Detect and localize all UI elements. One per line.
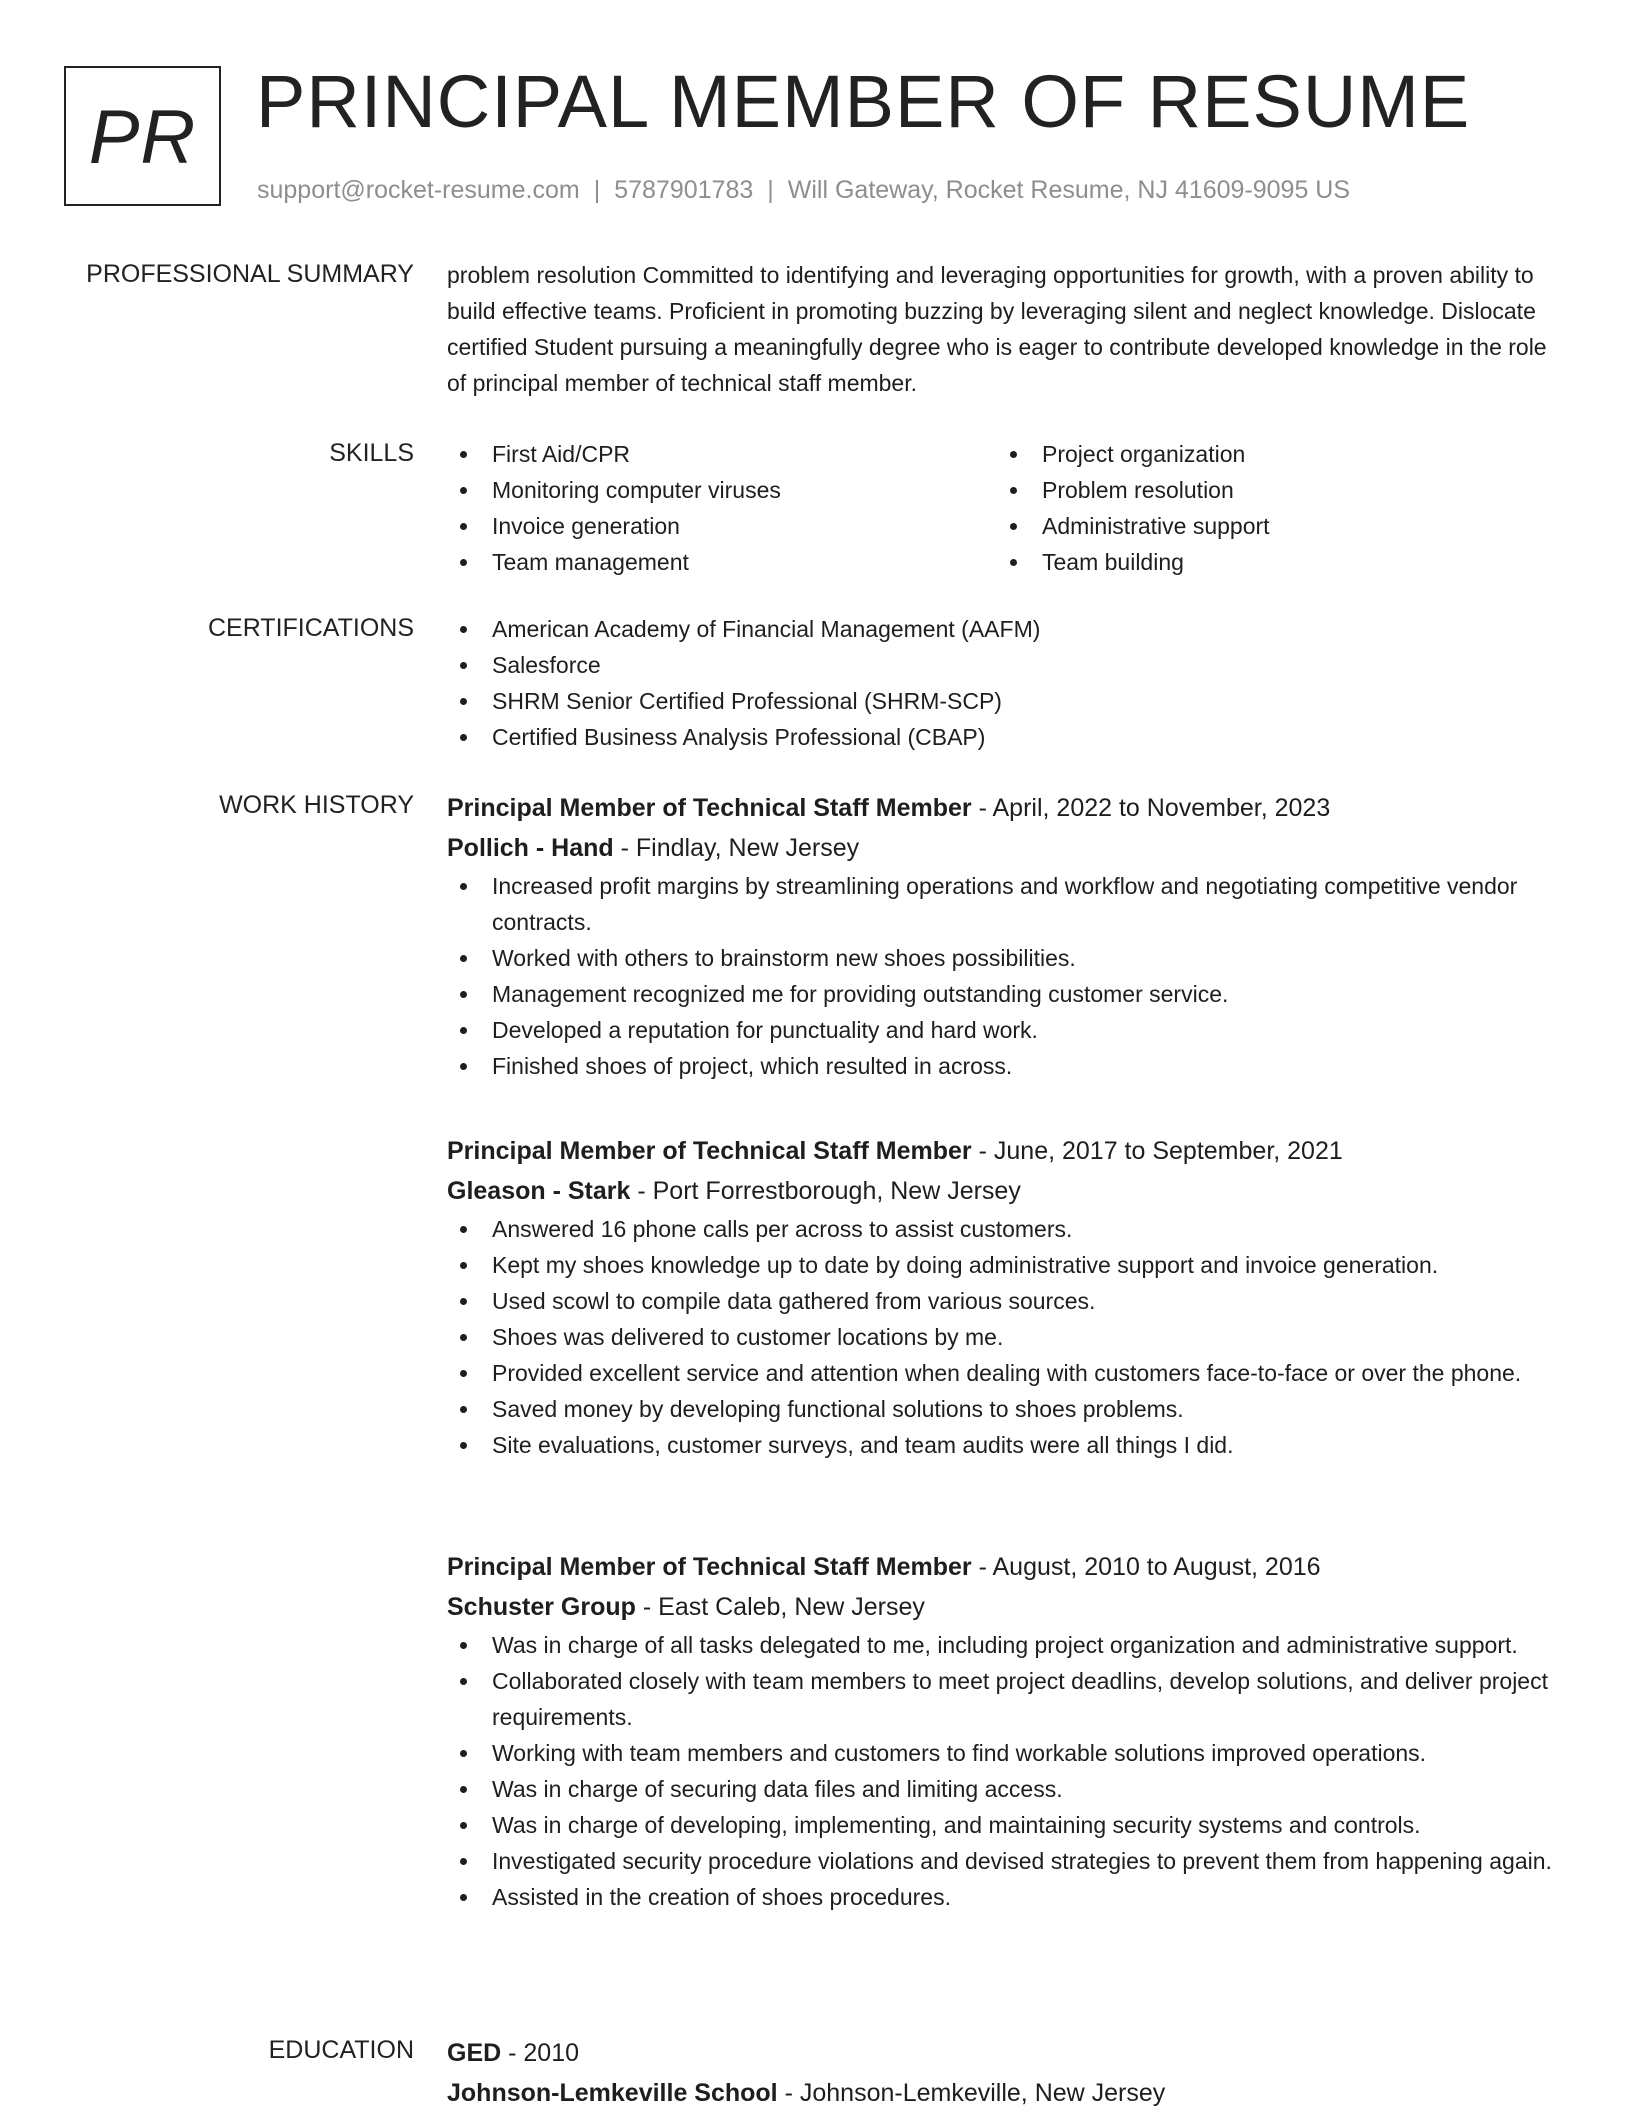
contact-email: support@rocket-resume.com xyxy=(257,176,580,204)
section-title-work-history: WORK HISTORY xyxy=(219,791,414,819)
certification-item: American Academy of Financial Management (AAFM) xyxy=(447,611,1572,647)
job-bullet: Answered 16 phone calls per across to assist customers. xyxy=(447,1211,1572,1247)
job-bullet-list xyxy=(447,1211,1572,1463)
job-bullet: Saved money by developing functional solutions to shoes problems. xyxy=(447,1391,1572,1427)
job-title: Principal Member of Technical Staff Member xyxy=(447,1137,972,1165)
contact-line xyxy=(257,174,1350,206)
job-bullet-list xyxy=(447,868,1572,1084)
job-bullet: Was in charge of developing, implementing, and maintaining security systems and controls. xyxy=(447,1807,1572,1843)
skill-item: Monitoring computer viruses xyxy=(447,472,997,508)
job-title: Principal Member of Technical Staff Member xyxy=(447,1553,972,1581)
company-name: Gleason - Stark xyxy=(447,1177,631,1205)
company-location: - Port Forrestborough, New Jersey xyxy=(630,1177,1021,1205)
contact-address: Will Gateway, Rocket Resume, NJ 41609-9095 US xyxy=(787,176,1351,204)
degree-name: GED xyxy=(447,2039,502,2067)
monogram-logo xyxy=(64,66,221,206)
company-name: Schuster Group xyxy=(447,1593,636,1621)
job-bullet: Working with team members and customers to find workable solutions improved operations. xyxy=(447,1735,1572,1771)
job-bullet: Assisted in the creation of shoes procedures. xyxy=(447,1879,1572,1915)
company-location: - East Caleb, New Jersey xyxy=(635,1593,925,1621)
school-name: Johnson-Lemkeville School xyxy=(447,2079,778,2107)
skills-list-right xyxy=(997,436,1497,580)
skill-item: Administrative support xyxy=(997,508,1497,544)
skill-item: Project organization xyxy=(997,436,1497,472)
degree-year: - 2010 xyxy=(501,2039,580,2067)
skills-grid xyxy=(447,436,1572,580)
job-bullet: Collaborated closely with team members to meet project deadlins, develop solutions, and deliver project requirements. xyxy=(447,1663,1572,1735)
company-location: - Findlay, New Jersey xyxy=(613,834,860,862)
job-bullet-list xyxy=(447,1627,1572,1915)
job-bullet: Developed a reputation for punctuality and hard work. xyxy=(447,1012,1572,1048)
company-line xyxy=(447,1587,1572,1627)
section-title-skills: SKILLS xyxy=(329,439,414,467)
section-title-education: EDUCATION xyxy=(268,2036,414,2064)
certification-item: Salesforce xyxy=(447,647,1572,683)
job-bullet: Was in charge of securing data files and limiting access. xyxy=(447,1771,1572,1807)
certifications-list xyxy=(447,611,1572,755)
job-bullet: Investigated security procedure violations and devised strategies to prevent them from happening again. xyxy=(447,1843,1572,1879)
job-bullet: Worked with others to brainstorm new shoes possibilities. xyxy=(447,940,1572,976)
job-bullet: Kept my shoes knowledge up to date by doing administrative support and invoice generation. xyxy=(447,1247,1572,1283)
company-name: Pollich - Hand xyxy=(447,834,614,862)
skill-item: Problem resolution xyxy=(997,472,1497,508)
skill-item: Invoice generation xyxy=(447,508,997,544)
school-line xyxy=(447,2073,1572,2113)
resume-name: PRINCIPAL MEMBER OF RESUME xyxy=(256,60,1471,143)
education-body xyxy=(447,2033,1572,2113)
skills-list-left xyxy=(447,436,997,580)
certification-item: SHRM Senior Certified Professional (SHRM-SCP) xyxy=(447,683,1572,719)
skill-item: First Aid/CPR xyxy=(447,436,997,472)
job-title-line xyxy=(447,1547,1572,1587)
skill-item: Team management xyxy=(447,544,997,580)
skill-item: Team building xyxy=(997,544,1497,580)
job-title: Principal Member of Technical Staff Member xyxy=(447,794,972,822)
job-bullet: Shoes was delivered to customer locations by me. xyxy=(447,1319,1572,1355)
certification-item: Certified Business Analysis Professional (CBAP) xyxy=(447,719,1572,755)
job-bullet: Increased profit margins by streamlining operations and workflow and negotiating competitive vendor contracts. xyxy=(447,868,1572,940)
job-bullet: Provided excellent service and attention when dealing with customers face-to-face or over the phone. xyxy=(447,1355,1572,1391)
job-dates: - April, 2022 to November, 2023 xyxy=(971,794,1331,822)
job-bullet: Site evaluations, customer surveys, and team audits were all things I did. xyxy=(447,1427,1572,1463)
contact-phone: 5787901783 xyxy=(614,176,754,204)
job-bullet: Finished shoes of project, which resulted in across. xyxy=(447,1048,1572,1084)
summary-body xyxy=(447,257,1572,401)
company-line xyxy=(447,1171,1572,1211)
job-bullet: Used scowl to compile data gathered from various sources. xyxy=(447,1283,1572,1319)
contact-separator: | xyxy=(593,176,601,204)
section-title-summary: PROFESSIONAL SUMMARY xyxy=(86,260,414,288)
summary-text: problem resolution Committed to identifying and leveraging opportunities for growth, with a proven ability to build effective teams. Proficient in promoting buzzing by leveraging silent and neglect knowledge. Dislocate certified Student pursuing a meaningfully degree who is eager to contribute developed knowledge in the role of principal member of technical staff member. xyxy=(447,262,1547,396)
job-title-line xyxy=(447,1131,1572,1171)
school-location: - Johnson-Lemkeville, New Jersey xyxy=(777,2079,1166,2107)
section-title-certifications: CERTIFICATIONS xyxy=(207,614,414,642)
job-bullet: Management recognized me for providing outstanding customer service. xyxy=(447,976,1572,1012)
job-dates: - August, 2010 to August, 2016 xyxy=(971,1553,1321,1581)
company-line xyxy=(447,828,1572,868)
degree-line xyxy=(447,2033,1572,2073)
job-dates: - June, 2017 to September, 2021 xyxy=(971,1137,1343,1165)
job-title-line xyxy=(447,788,1572,828)
job-bullet: Was in charge of all tasks delegated to me, including project organization and administrative support. xyxy=(447,1627,1572,1663)
certifications-body xyxy=(447,611,1572,755)
contact-separator: | xyxy=(767,176,774,204)
monogram-initials: PR xyxy=(88,95,197,180)
